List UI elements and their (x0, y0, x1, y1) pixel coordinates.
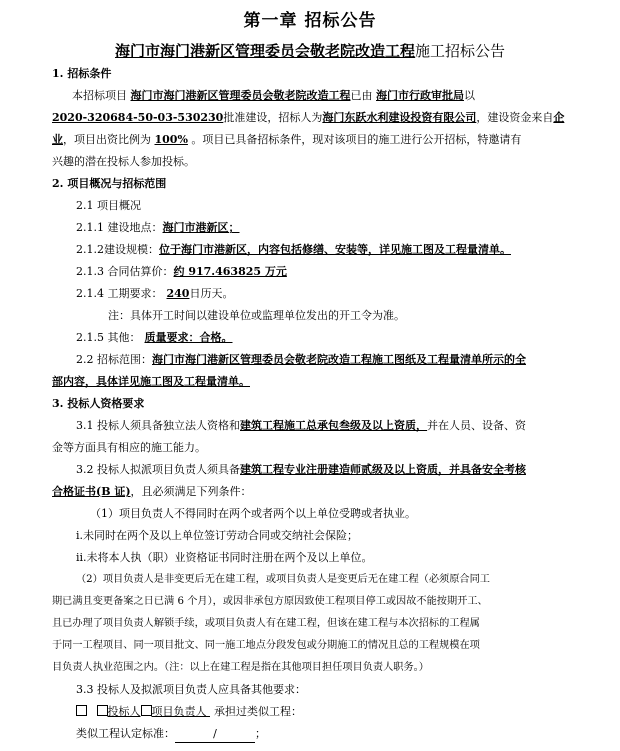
paragraph-line: （2）项目负责人是非变更后无在建工程，或项目负责人是变更后无在建工程（必须原合同工 (76, 574, 490, 585)
paragraph-line: ⅱ.未将本人执（职）业资格证书同时注册在两个及以上单位。 (76, 551, 373, 564)
tenderer-name: 海门东跃水利建设投资有限公司 (322, 111, 477, 124)
text: 2.1.2建设规模： (76, 243, 159, 256)
section-3-heading: 3. 投标人资格要求 (52, 397, 145, 410)
checkbox-group (91, 705, 211, 718)
funding-ratio: 100% (154, 133, 188, 146)
tender-scope: 海门市海门港新区管理委员会敬老院改造工程施工图纸及工程量清单所示的全 (152, 353, 526, 366)
paragraph-line (72, 88, 568, 104)
text: 2.1.5 其他： (76, 331, 141, 344)
document-subtitle (0, 40, 620, 61)
paragraph-line (76, 352, 568, 368)
quality-requirement: 质量要求：合格。 (144, 331, 233, 344)
text: 本招标项目 (72, 89, 131, 102)
paragraph-line (52, 484, 568, 500)
contract-estimate: 约 917.463825 万元 (173, 265, 287, 278)
checkbox-other[interactable] (76, 705, 87, 716)
fund-source-cont: 业 (52, 133, 63, 146)
paragraph-line (76, 220, 568, 236)
section-1-heading: 1. 招标条件 (52, 67, 112, 80)
qualification-requirement: 建筑工程施工总承包叁级及以上资质， (240, 419, 427, 432)
approval-authority: 海门市行政审批局 (376, 89, 464, 102)
text: 已由 (350, 89, 376, 102)
text: ； (255, 727, 266, 740)
similar-project-standard-field[interactable]: / (175, 726, 255, 743)
checkbox-bidder-label: 投标人 (107, 705, 141, 718)
text: 2.1.4 工期要求： (76, 287, 163, 300)
text: ，建设资金来自 (476, 111, 554, 124)
duration-days: 240 (166, 287, 190, 300)
text: 类似工程认定标准： (76, 727, 175, 740)
text: 。项目已具备招标条件，现对该项目的施工进行公开招标，特邀请有 (187, 133, 522, 146)
text: 承担过类似工程： (214, 705, 302, 718)
paragraph-line: 金等方面具有相应的施工能力。 (52, 441, 206, 454)
text: 3.2 投标人拟派项目负责人须具备 (76, 463, 240, 476)
project-name-inline: 海门市海门港新区管理委员会敬老院改造工程 (130, 89, 351, 102)
paragraph-line (76, 330, 568, 346)
text: ，项目出资比例为 (63, 133, 155, 146)
text: 2.2 招标范围： (76, 353, 152, 366)
checkbox-manager[interactable] (141, 705, 152, 716)
title-suffix: 施工招标公告 (415, 42, 506, 60)
paragraph-line (76, 286, 568, 302)
approval-number: 2020-320684-50-03-530230 (52, 111, 224, 124)
paragraph-line (76, 264, 568, 280)
paragraph-line (76, 726, 568, 743)
text: 批准建设，招标人为 (223, 111, 323, 124)
paragraph-line: 兴趣的潜在投标人参加投标。 (52, 155, 195, 168)
paragraph-line (76, 242, 568, 258)
paragraph-line: 2.1 项目概况 (76, 199, 141, 212)
text: 2.1.1 建设地点： (76, 221, 163, 234)
fund-source: 企 (553, 111, 565, 124)
safety-certificate: 合格证书(B 证) (52, 485, 131, 498)
checkbox-bidder[interactable] (97, 705, 108, 716)
paragraph-line: 且已办理了项目负责人解锁手续，或项目负责人有在建工程，但该在建工程与本次招标的工程属 (52, 618, 480, 629)
text: ，且必须满足下列条件： (130, 485, 252, 498)
paragraph-line: 3.3 投标人及拟派项目负责人应具备其他要求： (76, 683, 306, 696)
text: 并在人员、设备、资 (427, 419, 526, 432)
paragraph-line (52, 132, 568, 148)
paragraph-line: 部内容，具体详见施工图及工程量清单。 (52, 375, 250, 388)
paragraph-line: 注：具体开工时间以建设单位或监理单位发出的开工令为准。 (108, 309, 405, 322)
paragraph-line: （1）项目负责人不得同时在两个或者两个以上单位受聘或者执业。 (90, 507, 416, 520)
paragraph-line: 期已满且变更备案之日已满 6 个月），或因非承包方原因致使工程项目停工或因故不能按期开工、 (52, 596, 488, 607)
text: 以 (464, 89, 475, 102)
project-name: 海门市海门港新区管理委员会敬老院改造工程 (114, 42, 415, 60)
text: 日历天。 (189, 287, 234, 300)
paragraph-line: 于同一工程项目、同一项目批文、同一施工地点分段发包或分期施工的情况且总的工程规模在项 (52, 640, 480, 651)
construction-site: 海门市港新区； (162, 221, 240, 234)
section-2-heading: 2. 项目概况与招标范围 (52, 177, 167, 190)
chapter-title: 第一章 招标公告 (243, 11, 377, 31)
paragraph-line (76, 418, 568, 434)
construction-scale: 位于海门市港新区，内容包括修缮、安装等，详见施工图及工程量清单。 (159, 243, 511, 256)
paragraph-line (52, 110, 568, 126)
paragraph-line (76, 704, 568, 720)
paragraph-line: ⅰ.未同时在两个及以上单位签订劳动合同或交纳社会保险； (76, 529, 359, 542)
paragraph-line: 目负责人执业范围之内。（注：以上在建工程是指在其他项目担任项目负责人职务。） (52, 662, 429, 673)
manager-qualification: 建筑工程专业注册建造师贰级及以上资质，并具备安全考核 (240, 463, 526, 476)
paragraph-line (76, 462, 568, 478)
text: 2.1.3 合同估算价： (76, 265, 174, 278)
text: 3.1 投标人须具备独立法人资格和 (76, 419, 240, 432)
checkbox-manager-label: 项目负责人 (151, 705, 207, 718)
